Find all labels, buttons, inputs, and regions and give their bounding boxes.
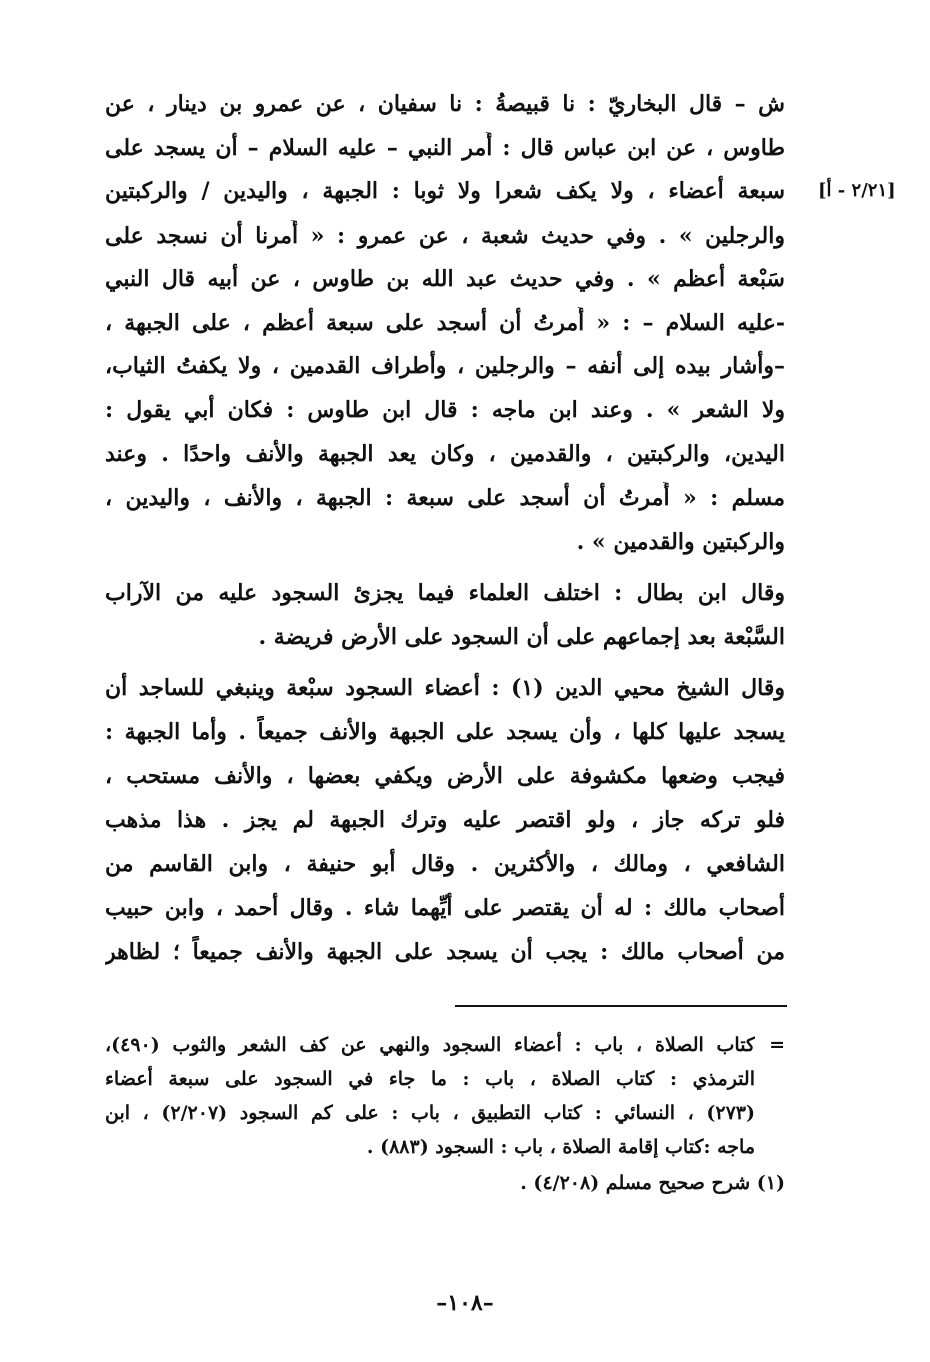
footnote-separator (455, 1005, 787, 1007)
text-line: مسلم : « أُمرتُ أن أسجد على سبعة : الجبهة ، والأنف ، واليدين ، (105, 485, 785, 511)
text-line: وقال ابن بطال : اختلف العلماء فيما يجزئ السجود عليه من الآراب (105, 580, 785, 606)
footnote-line: (٢٧٣) ، النسائي : كتاب التطبيق ، باب : على كم السجود (٢/٢٠٧) ، ابن (105, 1102, 755, 1124)
footnote-line: (١) شرح صحيح مسلم (٤/٢٠٨) . (520, 1172, 785, 1194)
text-line: يسجد عليها كلها ، وأن يسجد على الجبهة والأنف جميعاً . وأما الجبهة : (105, 719, 785, 745)
text-line: ش – قال البخاريّ : نا قبيصةُ : نا سفيان ، عن عمرو بن دينار ، عن (105, 91, 785, 117)
margin-folio-reference: [٢/٢١ - أ] (818, 180, 896, 201)
text-line: سَبْعة أعظم » . وفي حديث عبد الله بن طاوس ، عن أبيه قال النبي (105, 266, 785, 292)
footnote-line: ماجه :كتاب إقامة الصلاة ، باب : السجود (٨٨٣) . (366, 1136, 755, 1158)
text-line: فلو تركه جاز ، ولو اقتصر عليه وترك الجبهة لم يجز . هذا مذهب (105, 807, 785, 833)
text-line: والركبتين والقدمين » . (576, 529, 785, 555)
text-line: الشافعي ، ومالك ، والأكثرين . وقال أبو حنيفة ، وابن القاسم من (105, 851, 785, 877)
page-number: –١٠٨– (436, 1290, 494, 1316)
text-line: سبعة أعضاء ، ولا يكف شعرا ولا ثوبا : الجبهة ، واليدين / والركبتين (105, 178, 785, 204)
text-line: أصحاب مالك : له أن يقتصر على أيِّهما شاء . وقال أحمد ، وابن حبيب (105, 895, 785, 921)
text-line: من أصحاب مالك : يجب أن يسجد على الجبهة والأنف جميعاً ؛ لظاهر (105, 939, 785, 965)
text-line: ولا الشعر » . وعند ابن ماجه : قال ابن طاوس : فكان أبي يقول : (105, 397, 785, 423)
text-line: –وأشار بيده إلى أنفه – والرجلين ، وأطراف القدمين ، ولا يكفتُ الثياب، (105, 353, 785, 379)
text-line: فيجب وضعها مكشوفة على الأرض ويكفي بعضها ، والأنف مستحب ، (105, 763, 785, 789)
text-line: -عليه السلام – : « أُمرتُ أن أسجد على سبعة أعظم ، على الجبهة ، (105, 310, 785, 336)
text-line: السَّبْعة بعد إجماعهم على أن السجود على الأرض فريضة . (258, 624, 785, 650)
text-line: طاوس ، عن ابن عباس قال : أُمر النبي – عليه السلام – أن يسجد على (105, 135, 785, 161)
text-line: وقال الشيخ محيي الدين (١) : أعضاء السجود سبْعة وينبغي للساجد أن (105, 675, 785, 701)
footnote-line: كتاب الصلاة ، باب : أعضاء السجود والنهي عن كف الشعر والثوب (٤٩٠)، (105, 1034, 755, 1056)
footnote-line: الترمذي : كتاب الصلاة ، باب : ما جاء في السجود على سبعة أعضاء (105, 1068, 755, 1090)
text-line: والرجلين » . وفي حديث شعبة ، عن عمرو : « أُمرنا أن نسجد على (105, 223, 785, 249)
footnote-continuation-mark: = (769, 1034, 785, 1056)
text-line: اليدين، والركبتين ، والقدمين ، وكان يعد الجبهة والأنف واحدًا . وعند (105, 441, 785, 467)
